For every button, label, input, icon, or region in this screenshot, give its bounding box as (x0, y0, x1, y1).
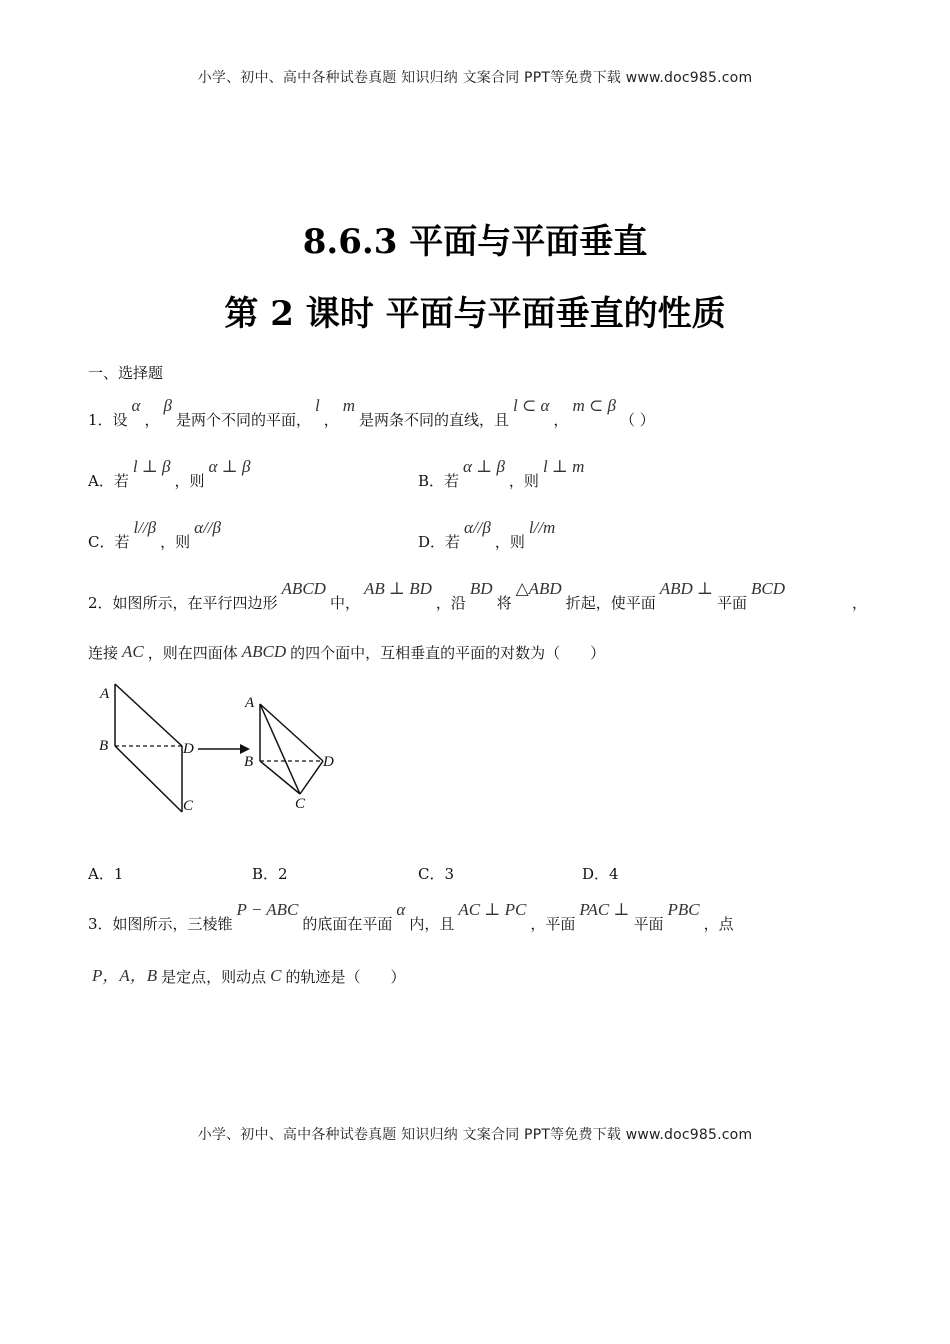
fig-right-label-d: D (323, 754, 334, 770)
fig-right-label-c: C (295, 796, 306, 812)
figure-parallelogram (99, 684, 194, 814)
q2-line1-comma: ， (852, 594, 868, 612)
question-2-stem-line2: 连接 AC ，则在四面体 ABCD 的四个面中，互相垂直的平面的对数为（ ） (88, 642, 606, 662)
q1-option-b[interactable]: B．若α ⊥ β，则l ⊥ m (418, 457, 585, 490)
question-2-stem-line1: 2．如图所示，在平行四边形ABCD中，AB ⊥ BD，沿BD将△ABD折起，使平面ABD ⊥平面BCD (88, 579, 786, 612)
question-3-stem-line1: 3．如图所示，三棱锥P − ABC的底面在平面α内，且AC ⊥ PC，平面PAC ⊥平面PBC，点 (88, 900, 734, 933)
title-main: 8.6.3 平面与平面垂直 (302, 222, 648, 262)
q2-option-a[interactable]: A．1 (88, 865, 124, 883)
figure-tetrahedron (244, 695, 334, 812)
fig-left-label-d: D (183, 741, 194, 757)
q2-figure (90, 676, 350, 816)
fig-right-label-b: B (244, 754, 254, 770)
question-3-stem-line2: P，A，B 是定点，则动点 C 的轨迹是（ ） (92, 966, 406, 986)
section-heading: 一、选择题 (88, 364, 164, 382)
q1-option-d[interactable]: D．若α//β，则l//m (418, 518, 556, 551)
question-1-stem: 1．设α，β是两个不同的平面，l，m是两条不同的直线，且l ⊂ α，m ⊂ β（ ） (88, 396, 655, 429)
fig-left-label-a: A (100, 686, 110, 702)
page-footer: 小学、初中、高中各种试卷真题 知识归纳 文案合同 PPT等免费下载 www.doc985.com (197, 1127, 753, 1143)
title-sub: 第 2 课时 平面与平面垂直的性质 (224, 294, 726, 334)
q2-option-b[interactable]: B．2 (252, 865, 288, 883)
q1-option-a[interactable]: A．若l ⊥ β，则α ⊥ β (88, 457, 251, 490)
arrow-icon (198, 744, 250, 754)
page-header: 小学、初中、高中各种试卷真题 知识归纳 文案合同 PPT等免费下载 www.doc985.com (197, 70, 753, 86)
q1-option-c[interactable]: C．若l//β，则α//β (88, 518, 221, 551)
q2-option-c[interactable]: C．3 (418, 865, 455, 883)
fig-left-label-b: B (99, 738, 109, 754)
q2-option-d[interactable]: D．4 (582, 865, 619, 883)
fig-left-label-c: C (183, 798, 194, 814)
fig-right-label-a: A (245, 695, 255, 711)
